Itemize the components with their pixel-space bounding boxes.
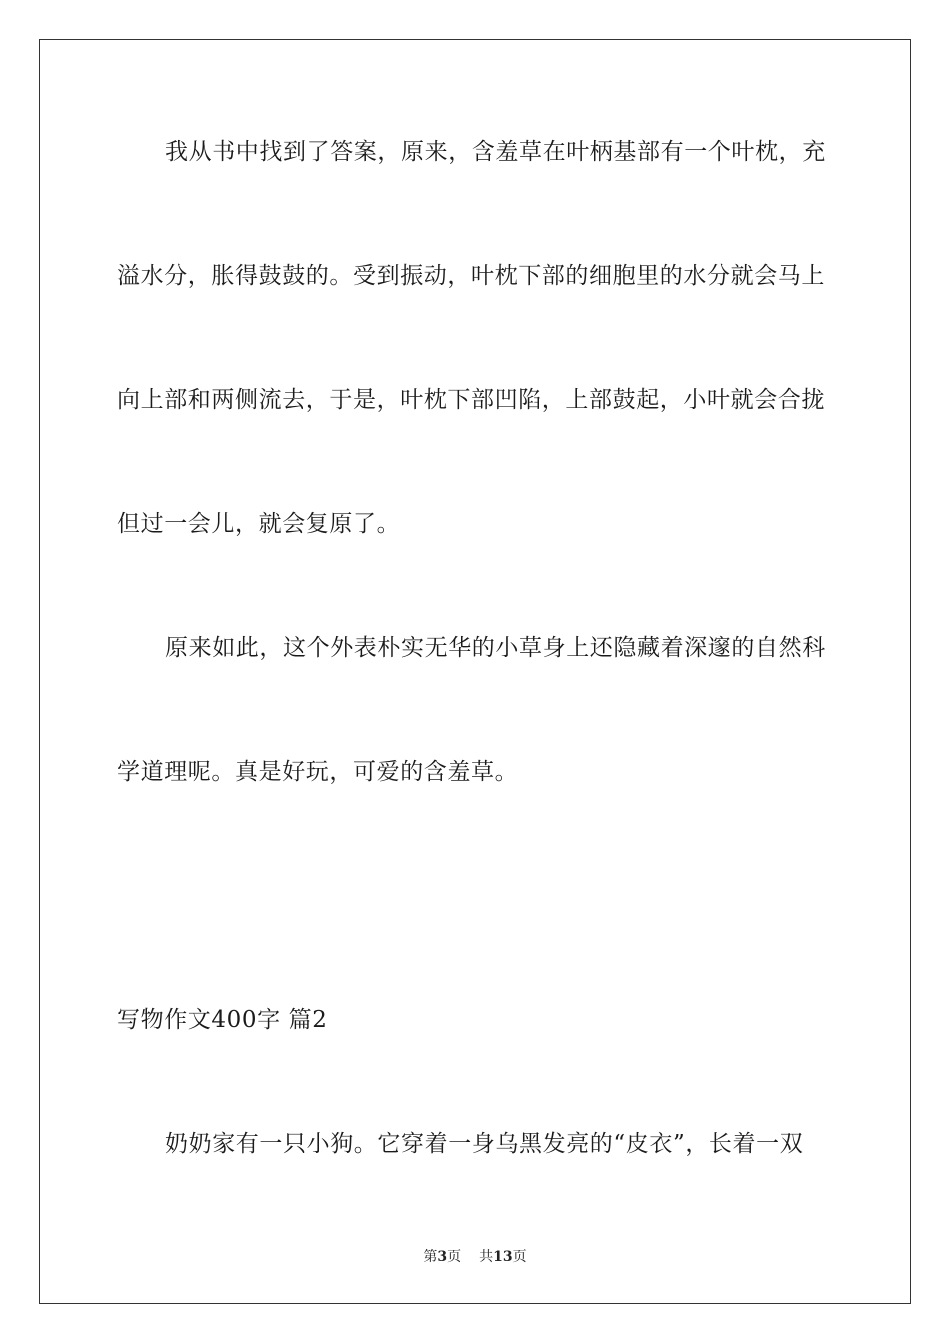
paragraph-3-line-1: 奶奶家有一只小狗。它穿着一身乌黑发亮的“皮衣”，长着一双 [165, 1131, 804, 1157]
page-suffix: 页 [447, 1249, 462, 1265]
paragraph-1-line-1: 我从书中找到了答案，原来，含羞草在叶柄基部有一个叶枕，充 [165, 139, 826, 165]
page-border [39, 39, 911, 1304]
page-prefix: 第 [423, 1249, 438, 1265]
paragraph-2-line-1: 原来如此，这个外表朴实无华的小草身上还隐藏着深邃的自然科 [165, 635, 826, 661]
paragraph-1-line-2: 溢水分，胀得鼓鼓的。受到振动，叶枕下部的细胞里的水分就会马上 [117, 263, 825, 289]
total-suffix: 页 [512, 1249, 527, 1265]
paragraph-1-line-4: 但过一会儿，就会复原了。 [117, 511, 401, 537]
page-footer [0, 1246, 950, 1266]
total-prefix: 共 [479, 1249, 494, 1265]
section-heading: 写物作文400字 篇2 [117, 1007, 328, 1033]
paragraph-2-line-2: 学道理呢。真是好玩，可爱的含羞草。 [117, 759, 519, 785]
paragraph-1-line-3: 向上部和两侧流去，于是，叶枕下部凹陷，上部鼓起，小叶就会合拢 [117, 387, 825, 413]
page-number: 3 [437, 1249, 448, 1265]
total-pages: 13 [493, 1249, 513, 1265]
